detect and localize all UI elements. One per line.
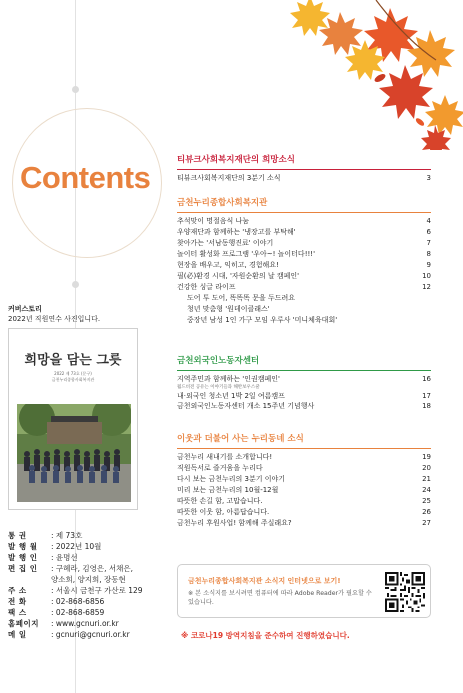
autumn-leaves-illustration <box>280 0 463 150</box>
toc-item[interactable] <box>177 249 431 260</box>
toc-section <box>177 432 431 529</box>
info-value: : gcnuri@gcnuri.or.kr <box>51 630 130 639</box>
toc-item-page: 26 <box>422 508 431 516</box>
info-value: 양소희, 양지희, 장동현 <box>51 575 126 584</box>
info-row <box>8 530 143 541</box>
info-label: 발 행 인 <box>8 553 38 562</box>
toc-item[interactable] <box>177 401 431 412</box>
toc-item-title: 따뜻한 손길 함, 고맙습니다. <box>177 497 263 505</box>
info-value: : 서울시 금천구 가산로 129 <box>51 586 143 595</box>
section-divider <box>177 448 431 449</box>
info-value: : 02-868-6856 <box>51 597 105 606</box>
section-title: 티뷰크사회복지재단의 희망소식 <box>177 155 295 165</box>
toc-item-page: 10 <box>422 272 431 280</box>
cover-story-label <box>8 304 100 324</box>
info-row <box>8 552 143 563</box>
info-row <box>8 541 143 552</box>
toc-item-page: 12 <box>422 283 431 291</box>
toc-item[interactable] <box>177 304 431 315</box>
toc-item-title: 직원독서로 즐거움을 누리다 <box>177 464 263 472</box>
toc-item-page: 4 <box>426 217 431 225</box>
toc-item-page: 6 <box>426 228 431 236</box>
toc-item-page: 20 <box>422 464 431 472</box>
magazine-issue: 2022 제 73호 (문구) <box>54 371 92 376</box>
notice-body: ※ 본 소식지를 보시려면 컴퓨터에 따라 Adobe Reader가 필요할 수 있습니다. <box>188 590 372 606</box>
section-divider <box>177 169 431 170</box>
toc-item-title: 도어 투 도어, 똑똑똑 문을 두드려요 <box>187 294 296 302</box>
info-row <box>8 596 143 607</box>
toc-item[interactable] <box>177 260 431 271</box>
toc-item[interactable] <box>177 271 431 282</box>
toc-item[interactable] <box>177 216 431 227</box>
toc-item-title: 놀이터 활성화 프로그램 '우아~! 놀이터다!!!' <box>177 250 316 258</box>
info-value: : 제 73호 <box>51 531 83 540</box>
toc-item-page: 3 <box>426 174 431 182</box>
toc-item[interactable] <box>177 463 431 474</box>
online-notice-box <box>177 564 431 618</box>
toc-item-title: 지역주민과 함께하는 '인권캠페인' <box>177 375 280 383</box>
toc-item-page: 17 <box>422 392 431 400</box>
magazine-publisher: 금천누리종합사회복지관 <box>51 377 95 382</box>
section-title: 이웃과 더불어 사는 누리동네 소식 <box>177 434 304 444</box>
toc-item-page: 21 <box>422 475 431 483</box>
qr-code-icon[interactable] <box>385 572 425 612</box>
group-photo <box>17 404 131 502</box>
toc-item-title: 필(必)환경 시대, '자원순환의 날 캠페인' <box>177 272 300 280</box>
info-label: 팩 스 <box>8 608 27 617</box>
toc-item-title: 티뷰크사회복지재단의 3분기 소식 <box>177 174 281 182</box>
info-label: 발 행 월 <box>8 542 38 551</box>
toc-item-title: 추석맞이 명절음식 나눔 <box>177 217 250 225</box>
toc-item-page: 24 <box>422 486 431 494</box>
info-value: : 2022년 10월 <box>51 542 102 551</box>
contents-title: Contents <box>20 160 151 195</box>
toc-item-page: 25 <box>422 497 431 505</box>
section-divider <box>177 212 431 213</box>
toc-item-title: 금천누리 새내기를 소개합니다! <box>177 453 273 461</box>
info-label: 통 권 <box>8 531 27 540</box>
info-value: : 윤명선 <box>51 553 78 562</box>
toc-item-title: 따뜻한 이웃 함, 아름답습니다. <box>177 508 270 516</box>
timeline-dot <box>72 281 79 288</box>
toc-item-page: 7 <box>426 239 431 247</box>
info-row <box>8 629 143 640</box>
toc-item-title: 미리 보는 금천누리의 10월-12월 <box>177 486 279 494</box>
toc-item-title: 금천외국인노동자센터 개소 15주년 기념행사 <box>177 402 315 410</box>
toc-item-title: 건강한 싱글 라이프 <box>177 283 236 291</box>
toc-item[interactable] <box>177 507 431 518</box>
info-value: : www.gcnuri.or.kr <box>51 619 119 628</box>
cover-story-caption: 2022년 직원연수 사진입니다. <box>8 315 101 323</box>
toc-item[interactable] <box>177 452 431 463</box>
toc-item[interactable] <box>177 374 431 385</box>
publication-info <box>8 530 143 640</box>
toc-item-page: 8 <box>426 250 431 258</box>
magazine-title: 희망을 담는 그릇 <box>24 353 122 368</box>
info-value: : 02-868-6859 <box>51 608 105 617</box>
toc-item-page: 19 <box>422 453 431 461</box>
cover-story-title: 커버스토리 <box>8 305 42 313</box>
toc-item[interactable] <box>177 282 431 293</box>
toc-item-page: 9 <box>426 261 431 269</box>
toc-item[interactable] <box>177 227 431 238</box>
info-label: 홈페이지 <box>8 619 39 628</box>
toc-item-title: 다시 보는 금천누리의 3분기 이야기 <box>177 475 286 483</box>
info-row <box>8 618 143 629</box>
section-title: 금천누리종합사회복지관 <box>177 198 268 208</box>
toc-item-overline: 월드비전 공유는 이야기들과 해반보우스쿨 <box>177 385 260 390</box>
info-value: : 구혜라, 김영은, 서채은, <box>51 564 134 573</box>
toc-item[interactable] <box>177 474 431 485</box>
toc-section <box>177 354 431 412</box>
toc-section <box>177 196 431 326</box>
info-row <box>8 585 143 596</box>
toc-item[interactable] <box>177 293 431 304</box>
info-row <box>8 607 143 618</box>
info-label: 주 소 <box>8 586 27 595</box>
timeline-dot <box>72 86 79 93</box>
toc-item-title: 현장을 배우고, 익히고, 경험해요! <box>177 261 279 269</box>
toc-item[interactable] <box>177 238 431 249</box>
toc-item-title: 금천누리 후원사업! 함께해 주실래요? <box>177 519 292 527</box>
toc-item-title: 청년 맞춤형 '원데이클래스' <box>187 305 270 313</box>
toc-item[interactable] <box>177 485 431 496</box>
info-row <box>8 574 143 585</box>
toc-item[interactable] <box>177 315 431 326</box>
section-title: 금천외국인노동자센터 <box>177 356 260 366</box>
info-label: 편 집 인 <box>8 564 38 573</box>
toc-item-page: 27 <box>422 519 431 527</box>
toc-item[interactable] <box>177 385 431 401</box>
toc-item-title: 우양재단과 함께하는 '냉장고를 부탁해' <box>177 228 296 236</box>
toc-item-title: 중장년 남성 1인 가구 모임 우루사 '미니체육대회' <box>187 316 338 324</box>
toc-item-title: 내·외국인 청소년 1박 2일 여름캠프 <box>177 392 285 400</box>
info-label <box>8 574 51 585</box>
cover-thumbnail <box>8 328 138 510</box>
toc-item-page: 16 <box>422 375 431 383</box>
toc-section <box>177 153 431 184</box>
section-divider <box>177 370 431 371</box>
covid-notice: ※ 코로나19 방역지침을 준수하여 진행하였습니다. <box>181 631 350 640</box>
toc-item[interactable] <box>177 173 431 184</box>
notice-title: 금천누리종합사회복지관 소식지 인터넷으로 보기! <box>188 577 341 585</box>
toc-item-page: 18 <box>422 402 431 410</box>
toc-item-title: 찾아가는 '서남동행진료' 이야기 <box>177 239 274 247</box>
info-label: 전 화 <box>8 597 27 606</box>
toc-item[interactable] <box>177 518 431 529</box>
info-label: 메 일 <box>8 630 27 639</box>
info-row <box>8 563 143 574</box>
toc-item[interactable] <box>177 496 431 507</box>
